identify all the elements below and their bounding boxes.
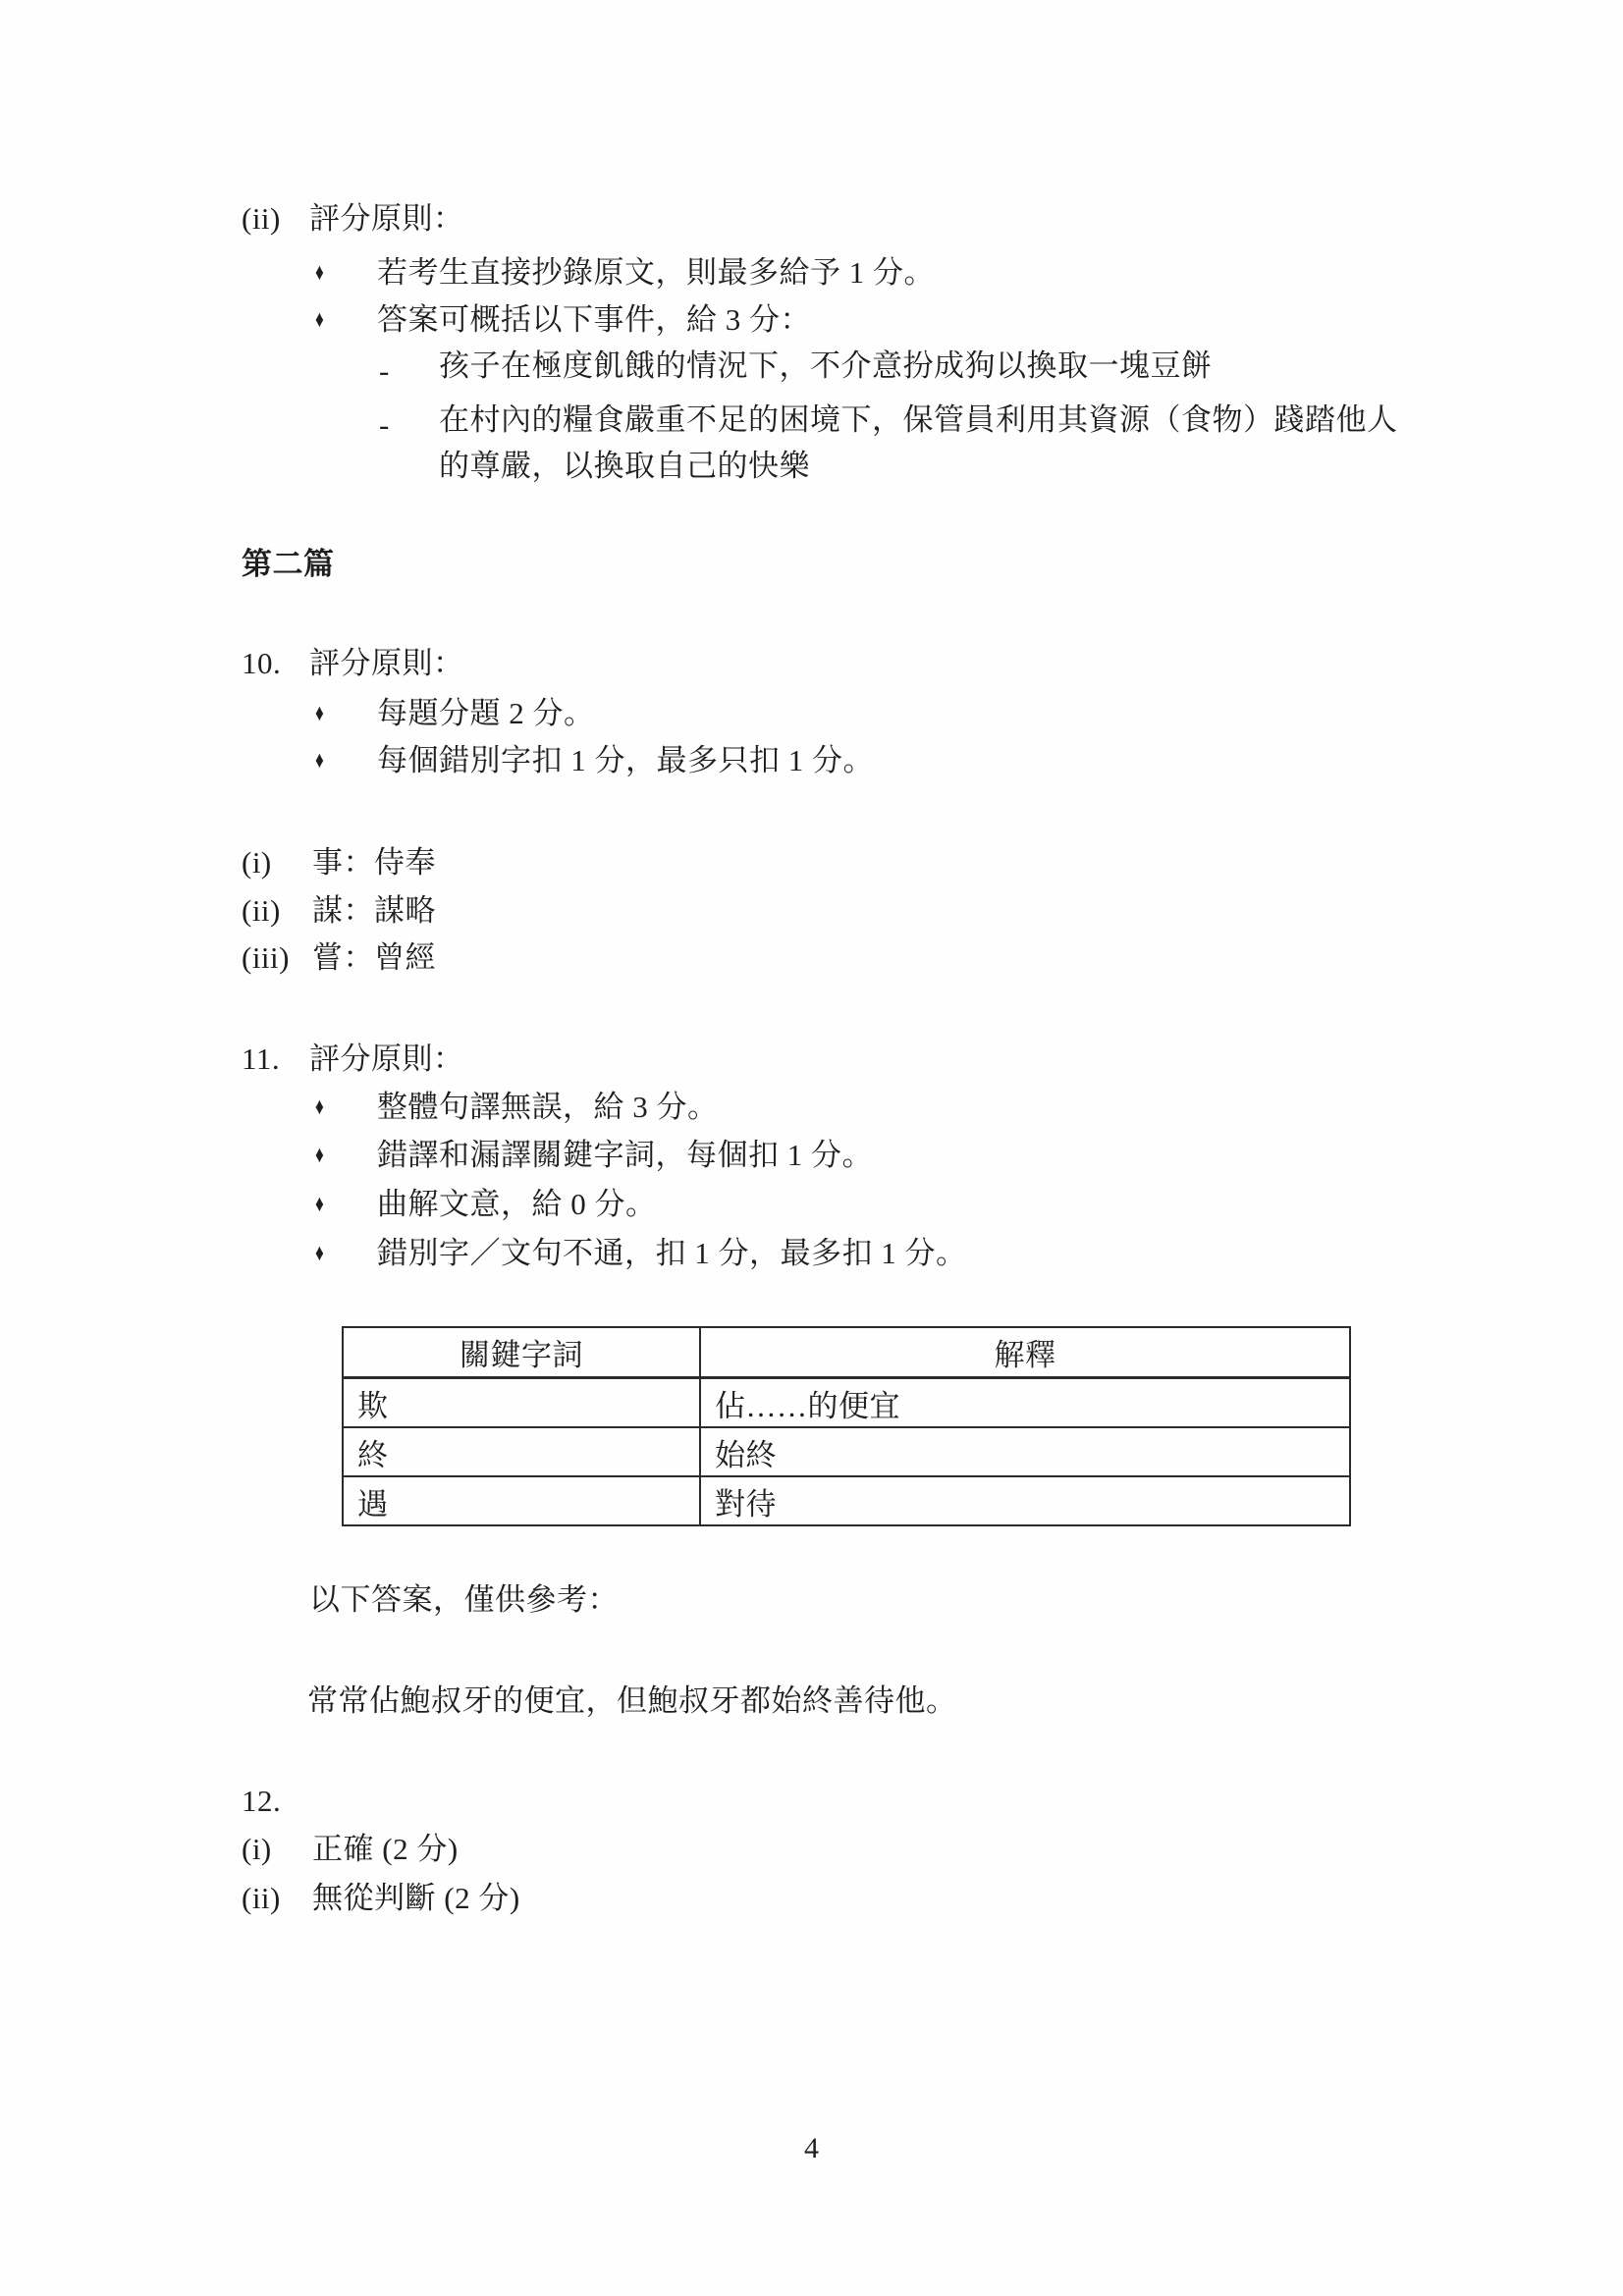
keywords-table [342,1326,1351,1526]
bullet-icon: ♦ [315,1143,324,1168]
key-cell: 終 [343,1427,700,1476]
q11-sample-answer: 常常佔鮑叔牙的便宜，但鮑叔牙都始終善待他。 [307,1683,957,1718]
table-header-row [343,1327,1350,1378]
table-row [343,1427,1350,1476]
item-ii-dash-2-continuation: 的尊嚴，以換取自己的快樂 [439,449,810,483]
q10-answer-3-text: 嘗：曾經 [312,940,436,975]
q11-title: 評分原則： [309,1041,464,1076]
item-ii-bullet-2: 答案可概括以下事件，給 3 分： [377,302,811,337]
q11-reference-note: 以下答案，僅供參考： [309,1582,619,1617]
bullet-icon: ♦ [315,260,324,286]
key-cell: 欺 [343,1378,700,1428]
q10-answer-2-label: (ii) [242,893,281,928]
bullet-icon: ♦ [315,307,324,333]
page-number: 4 [804,2132,819,2164]
bullet-icon: ♦ [315,1241,324,1266]
dash-icon: - [379,353,390,388]
item-ii-label: (ii) [242,201,281,236]
explanation-cell: 佔……的便宜 [700,1378,1350,1428]
item-ii-dash-1: 孩子在極度飢餓的情況下，不介意扮成狗以換取一塊豆餅 [439,348,1213,383]
q10-answer-1-text: 事：侍奉 [312,845,436,880]
q12-label: 12. [242,1784,282,1818]
table-row [343,1476,1350,1525]
table-row [343,1378,1350,1428]
explanation-cell: 對待 [700,1476,1350,1525]
bullet-icon: ♦ [315,1192,324,1217]
explanation-cell: 始終 [700,1427,1350,1476]
bullet-icon: ♦ [315,748,324,774]
table-header-explanation: 解釋 [700,1327,1350,1378]
q11-bullet-4: 錯別字／文句不通，扣 1 分，最多扣 1 分。 [377,1236,967,1270]
q11-bullet-2: 錯譯和漏譯關鍵字詞，每個扣 1 分。 [377,1138,873,1172]
bullet-icon: ♦ [315,1095,324,1120]
q10-answer-1-label: (i) [242,845,272,880]
q12-answer-1-text: 正確 (2 分) [312,1832,459,1866]
q12-answer-2-text: 無從判斷 (2 分) [312,1881,520,1915]
dash-icon: - [379,407,390,442]
q11-bullet-1: 整體句譯無誤，給 3 分。 [377,1090,719,1124]
q11-bullet-3: 曲解文意，給 0 分。 [377,1187,657,1221]
q12-answer-2-label: (ii) [242,1881,281,1915]
q11-label: 11. [242,1041,281,1076]
item-ii-title: 評分原則： [309,201,464,236]
q12-answer-1-label: (i) [242,1832,272,1866]
q10-label: 10. [242,646,282,680]
q10-bullet-1: 每題分題 2 分。 [377,696,595,730]
section-heading: 第二篇 [242,547,335,581]
q10-title: 評分原則： [309,646,464,680]
item-ii-dash-2: 在村內的糧食嚴重不足的困境下，保管員利用其資源（食物）踐踏他人 [439,402,1398,437]
item-ii-bullet-1: 若考生直接抄錄原文，則最多給予 1 分。 [377,255,935,290]
bullet-icon: ♦ [315,701,324,726]
key-cell: 遇 [343,1476,700,1525]
q10-bullet-2: 每個錯別字扣 1 分，最多只扣 1 分。 [377,743,874,777]
table-header-keyword: 關鍵字詞 [343,1327,700,1378]
q10-answer-2-text: 謀：謀略 [312,893,436,928]
q10-answer-3-label: (iii) [242,940,290,975]
